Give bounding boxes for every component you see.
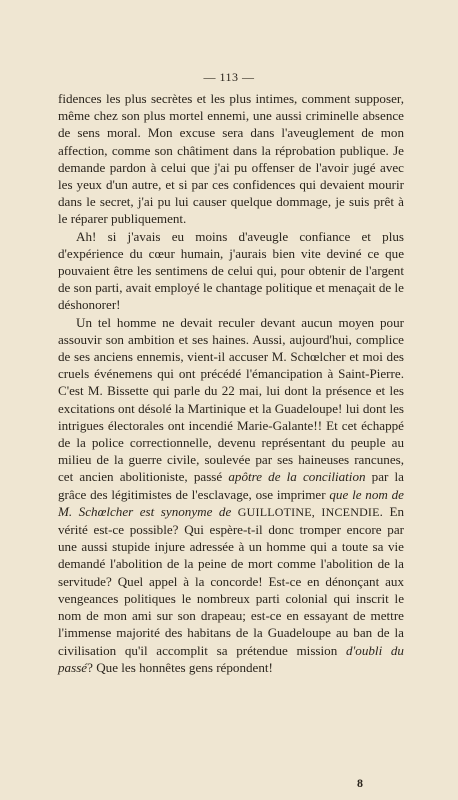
paragraph-3 [58, 314, 404, 676]
paragraph-3-italic-conciliation: apôtre de la conciliation [228, 469, 366, 485]
paragraph-1-text: fidences les plus secrètes et les plus intimes, comment supposer, même chez son plus mortel ennemi, une aussi criminelle absence de sens moral. Mon excuse sera dans l'aveuglement de mon affection, comme son châtiment dans la réprobation publique. Je demande pardon à celui que j'ai pu offenser de l'avoir jugé avec les yeux d'un autre, et si par ces confidences qui devaient mourir dans le secret, j'ai pu lui causer quelque dommage, je suis prêt à le réparer publiquement. [58, 91, 404, 227]
paragraph-2-text: Ah! si j'avais eu moins d'aveugle confiance et plus d'expérience du cœur humain, j'aurais bien vite deviné ce que pouvaient être les sentimens de celui qui, pour obtenir de l'argent de son parti, avait employé le chantage politique et menaçait de le déshonorer! [58, 228, 404, 313]
paragraph-3-italic-oubli: d'oubli du passé [58, 642, 404, 675]
paragraph-3-smallcaps: GUILLOTINE, INCENDIE [237, 504, 380, 519]
paragraph-1 [58, 90, 404, 228]
paragraph-2 [58, 228, 404, 314]
paragraph-3-text-c: . En vérité est-ce possible? Qui espère-t-il donc tromper encore par une aussi stupide injure adressée à un homme qui a toute sa vie demandé l'abolition de la peine de mort comme l'abolition de la servitude? Quel appel à la concorde! Est-ce en dénonçant aux vengeances politiques le nombreux parti colonial qui inscrit le nom de mon ami sur son drapeau; est-ce en essayant de mettre l'immense majorité des habitans de la Guadeloupe au ban de la civilisation qu'il accomplit sa prétendue mission [58, 503, 404, 658]
body-text [58, 90, 404, 676]
signature-mark: 8 [357, 776, 363, 790]
page-number: — 113 — [203, 70, 255, 84]
paragraph-3-text-a: Un tel homme ne devait reculer devant aucun moyen pour assouvir son ambition et ses haines. Aussi, aujourd'hui, complice de ses anciens ennemis, vient-il accuser M. Schœlcher et moi des cruels événemens qui ont précédé l'émancipation à Saint-Pierre. C'est M. Bissette qui parle du 22 mai, lui dont la présence et les excitations ont désolé la Martinique et la Guadeloupe! lui dont les intrigues électorales ont incendié Marie-Galante!! Et cet échappé de la police correctionnelle, devenu représentant du peuple au milieu de la guerre civile, soulevée par ses haineuses rancunes, cet ancien abolitioniste, passé [58, 314, 404, 485]
paragraph-3-text-d: ? Que les honnêtes gens répondent! [87, 659, 273, 675]
paragraph-3-italic-quote: que le nom de M. Schœlcher est synonyme de [58, 486, 404, 519]
paragraph-3-text-b: par la grâce des légitimistes de l'esclavage, ose imprimer [58, 469, 404, 502]
